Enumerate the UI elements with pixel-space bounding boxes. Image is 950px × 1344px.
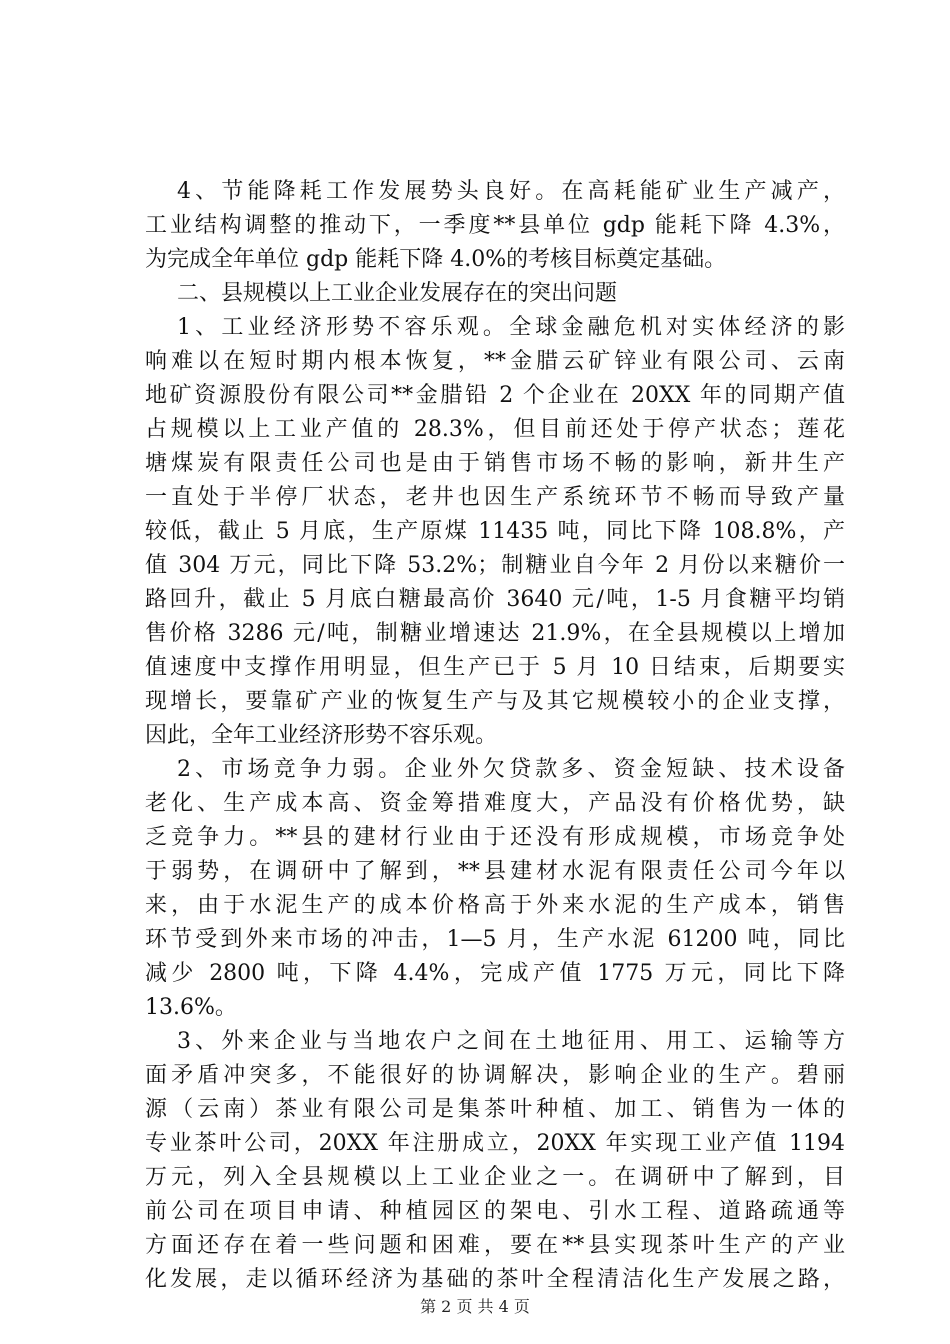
text-line: 化发展，走以循环经济为基础的茶叶全程清洁化生产发展之路， [145, 1267, 845, 1292]
text-line: 1、工业经济形势不容乐观。全球金融危机对实体经济的影 [177, 315, 845, 340]
text-line: 占规模以上工业产值的 28.3%，但目前还处于停产状态；莲花 [145, 417, 845, 442]
text-line: 值速度中支撑作用明显，但生产已于 5 月 10 日结束，后期要实 [145, 655, 845, 680]
text-line: 值 304 万元，同比下降 53.2%；制糖业自今年 2 月份以来糖价一 [145, 553, 845, 578]
text-line: 于弱势，在调研中了解到，**县建材水泥有限责任公司今年以 [145, 859, 845, 884]
text-line: 响难以在短时期内根本恢复，**金腊云矿锌业有限公司、云南 [145, 349, 845, 374]
text-line: 为完成全年单位 gdp 能耗下降 4.0%的考核目标奠定基础。 [145, 247, 727, 272]
text-line: 方面还存在着一些问题和困难，要在**县实现茶叶生产的产业 [145, 1233, 845, 1258]
page-footer: 第 2 页 共 4 页 [420, 1297, 530, 1316]
text-line: 专业茶叶公司，20XX 年注册成立，20XX 年实现工业产值 1194 [145, 1131, 845, 1156]
text-line: 4、节能降耗工作发展势头良好。在高耗能矿业生产减产， [177, 179, 845, 204]
text-line: 路回升，截止 5 月底白糖最高价 3640 元/吨，1-5 月食糖平均销 [145, 587, 845, 612]
text-line: 万元，列入全县规模以上工业企业之一。在调研中了解到，目 [145, 1165, 845, 1190]
text-line: 塘煤炭有限责任公司也是由于销售市场不畅的影响，新井生产 [145, 451, 845, 476]
text-line: 一直处于半停厂状态，老井也因生产系统环节不畅而导致产量 [145, 485, 845, 510]
text-line: 工业结构调整的推动下，一季度**县单位 gdp 能耗下降 4.3%， [145, 213, 845, 238]
text-line: 面矛盾冲突多，不能很好的协调解决，影响企业的生产。碧丽 [145, 1063, 845, 1088]
text-line: 环节受到外来市场的冲击，1—5 月，生产水泥 61200 吨，同比 [145, 927, 845, 952]
text-line: 源（云南）茶业有限公司是集茶叶种植、加工、销售为一体的 [145, 1097, 845, 1122]
text-line: 13.6%。 [145, 995, 237, 1020]
text-line: 乏竞争力。**县的建材行业由于还没有形成规模，市场竞争处 [145, 825, 845, 850]
text-line: 3、外来企业与当地农户之间在土地征用、用工、运输等方 [177, 1029, 845, 1054]
text-line: 来，由于水泥生产的成本价格高于外来水泥的生产成本，销售 [145, 893, 845, 918]
text-line: 前公司在项目申请、种植园区的架电、引水工程、道路疏通等 [145, 1199, 845, 1224]
text-line: 售价格 3286 元/吨，制糖业增速达 21.9%，在全县规模以上增加 [145, 621, 845, 646]
text-line: 减少 2800 吨，下降 4.4%，完成产值 1775 万元，同比下降 [145, 961, 845, 986]
section-heading: 二、县规模以上工业企业发展存在的突出问题 [177, 281, 618, 306]
text-line: 现增长，要靠矿产业的恢复生产与及其它规模较小的企业支撑， [145, 689, 845, 714]
text-line: 较低，截止 5 月底，生产原煤 11435 吨，同比下降 108.8%，产 [145, 519, 845, 544]
text-line: 2、市场竞争力弱。企业外欠贷款多、资金短缺、技术设备 [177, 757, 845, 782]
text-line: 地矿资源股份有限公司**金腊铅 2 个企业在 20XX 年的同期产值 [145, 383, 845, 408]
text-line: 老化、生产成本高、资金筹措难度大，产品没有价格优势，缺 [145, 791, 845, 816]
text-line: 因此，全年工业经济形势不容乐观。 [145, 723, 498, 748]
